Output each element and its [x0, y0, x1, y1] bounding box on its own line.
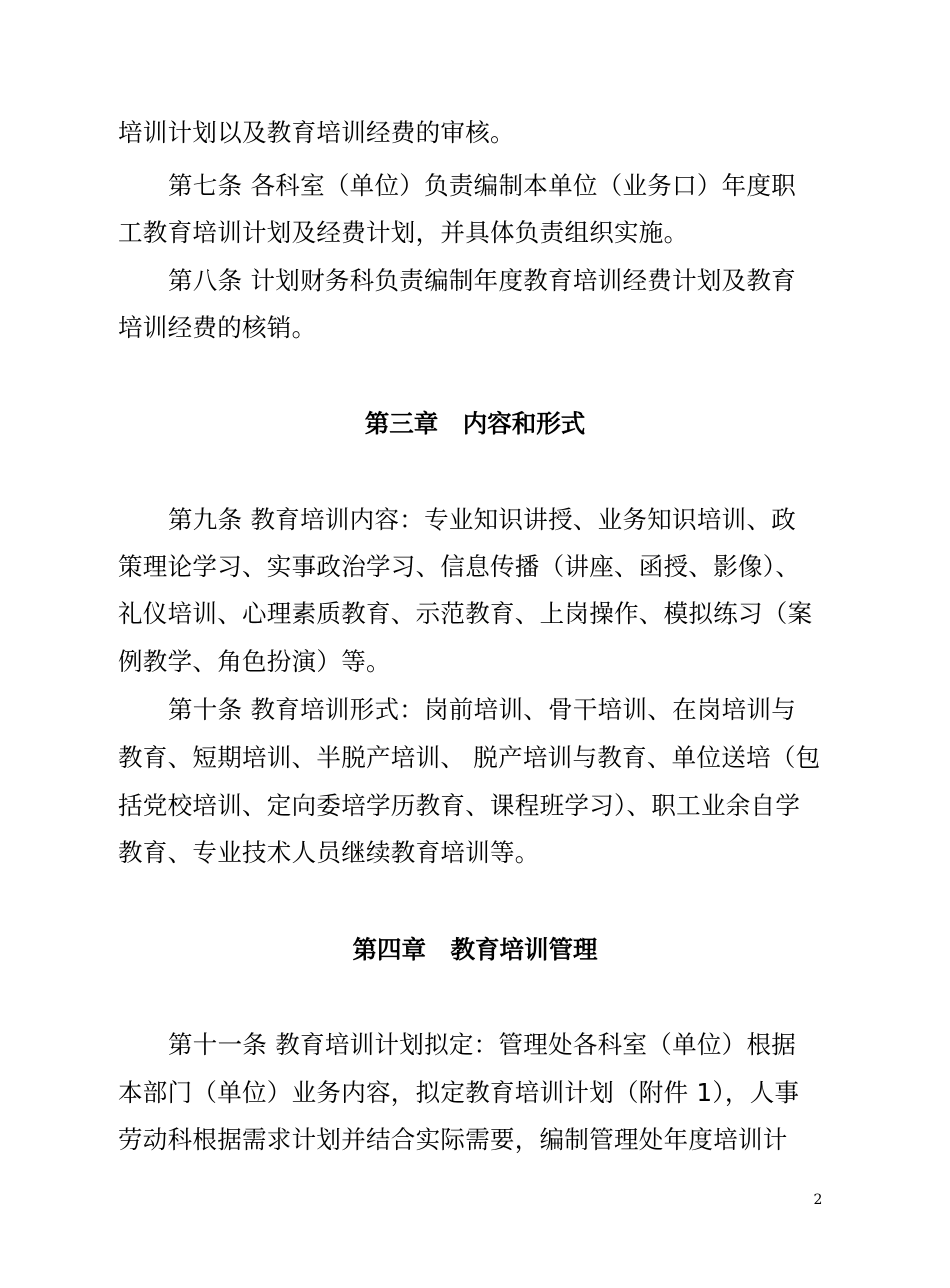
page-number: 2: [813, 1192, 823, 1208]
article-7-line-1: 第七条 各科室（单位）负责编制本单位（业务口）年度职: [168, 171, 797, 200]
article-11-line-3: 劳动科根据需求计划并结合实际需要，编制管理处年度培训计: [118, 1125, 788, 1154]
article-10-line-4: 教育、专业技术人员继续教育培训等。: [118, 838, 540, 867]
article-7-line-2: 工教育培训计划及经费计划，并具体负责组织实施。: [118, 218, 689, 247]
chapter-3-heading: 第三章 内容和形式: [364, 409, 586, 438]
article-11-line-2: 本部门（单位）业务内容，拟定教育培训计划（附件 1），人事: [118, 1078, 800, 1107]
paragraph-line: 培训计划以及教育培训经费的审核。: [118, 118, 515, 147]
article-8-line-2: 培训经费的核销。: [118, 313, 317, 342]
article-9-line-3: 礼仪培训、心理素质教育、示范教育、上岗操作、模拟练习（案: [118, 599, 813, 628]
article-10-line-3: 括党校培训、定向委培学历教育、课程班学习）、职工业余自学: [118, 791, 801, 820]
article-10-line-1: 第十条 教育培训形式：岗前培训、骨干培训、在岗培训与: [168, 695, 797, 724]
article-9-line-4: 例教学、角色扮演）等。: [118, 647, 391, 676]
article-10-line-2: 教育、短期培训、半脱产培训、 脱产培训与教育、单位送培（包: [118, 743, 821, 772]
article-9-line-2: 策理论学习、实事政治学习、信息传播（讲座、函授、影像）、: [118, 552, 801, 581]
article-8-line-1: 第八条 计划财务科负责编制年度教育培训经费计划及教育: [168, 266, 797, 295]
article-11-line-1: 第十一条 教育培训计划拟定：管理处各科室（单位）根据: [168, 1030, 797, 1059]
chapter-4-heading: 第四章 教育培训管理: [352, 935, 598, 964]
article-9-line-1: 第九条 教育培训内容：专业知识讲授、业务知识培训、政: [168, 505, 797, 534]
